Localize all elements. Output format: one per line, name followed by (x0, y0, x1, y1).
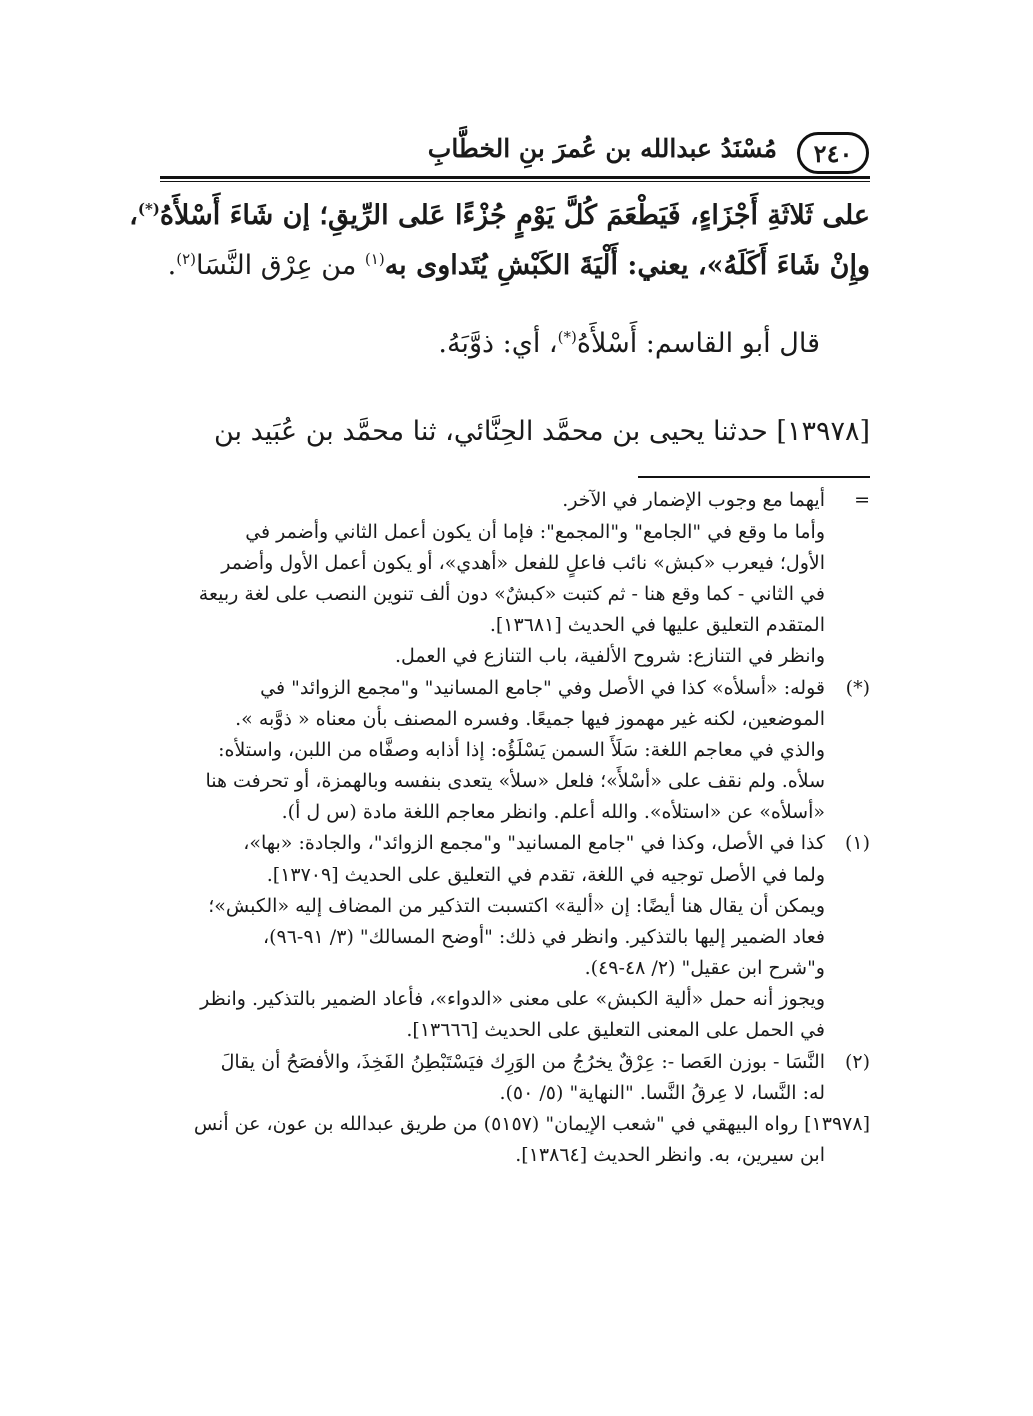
footnote-separator (638, 476, 870, 478)
footnote-ref-2: (٢) (176, 250, 196, 268)
footnote-text: [١٣٩٧٨] رواه البيهقي في "شعب الإيمان" (٥١٥٧) من طريق عبدالله بن عون، عن أنس (193, 1113, 870, 1135)
footnote-text: ولما في الأصل توجيه في اللغة، تقدم في التعليق على الحديث [١٣٧٠٩]. (266, 864, 825, 886)
footnote-mark: (*) (845, 677, 870, 699)
footnote-text: وأما ما وقع في "الجامع" و"المجمع": فإما أن يكون أعمل الثاني وأضمر في (245, 521, 825, 543)
footnote-text: قوله: «أسلأه» كذا في الأصل وفي "جامع المسانيد" و"مجمع الزوائد" في (260, 677, 825, 699)
footnote-text: في الحمل على المعنى التعليق على الحديث [١٣٦٦٦]. (406, 1019, 825, 1041)
footnote-text: وانظر في التنازع: شروح الألفية، باب التنازع في العمل. (394, 645, 825, 667)
footnote-mark: (٢) (844, 1051, 870, 1073)
footnote-text: والذي في معاجم اللغة: سَلَأَ السمن يَسْلَؤُه: إذا أذابه وصفَّاه من اللبن، واستلأه: (218, 739, 825, 761)
header-rule-thin (160, 181, 870, 182)
running-title: مُسْنَدُ عبدالله بن عُمرَ بنِ الخطَّابِ (427, 134, 777, 163)
footnote-text: كذا في الأصل، وكذا في "جامع المسانيد" و"مجمع الزوائد"، والجادة: «بها»، (243, 832, 825, 854)
main-line-1-text: على ثَلاثَةِ أَجْزَاءٍ، فَيَطْعَمَ كُلَّ يَوْمٍ جُزْءًا عَلى الرِّيقِ؛ إن شَاءَ أَسْلأَهُ (159, 200, 870, 231)
footnote-text: «أسلأه» عن «استلأه». والله أعلم. وانظر معاجم اللغة مادة (س ل أ). (281, 801, 825, 823)
footnote-text: ابن سيرين، به. وانظر الحديث [١٣٨٦٤]. (515, 1144, 825, 1166)
footnote-text: فعاد الضمير إليها بالتذكير. وانظر في ذلك: "أوضح المسالك" (٣/ ٩١-٩٦)، (262, 926, 825, 948)
footnote-text: في الثاني - كما وقع هنا - ثم كتبت «كبشٌ» دون ألف تنوين النصب على لغة ربيعة (198, 583, 825, 605)
main-line-2-text-b: من عِرْق النَّسَا (196, 250, 365, 281)
footnote-ref-star: (*) (137, 200, 160, 218)
footnote-text: النَّسَا - بوزن العَصا -: عِرْقٌ يخرُجُ من الوَرِك فيَسْتَبْطِنُ الفَخِذَ، والأفصَحُ أن يقالَ (220, 1051, 825, 1073)
footnote-ref-1: (١) (364, 250, 385, 268)
main-line-4: [١٣٩٧٨] حدثنا يحيى بن محمَّد الحِنَّائي، ثنا محمَّد بن عُبَيد بن (213, 416, 870, 447)
main-line-3-text-b: ، أي: ذوَّبَهُ. (438, 328, 558, 359)
footnote-ref-star-2: (*) (557, 328, 577, 346)
footnote-text: ويجوز أنه حمل «ألية الكبش» على معنى «الدواء»، فأعاد الضمير بالتذكير. وانظر (200, 988, 825, 1010)
page-header (0, 110, 1033, 170)
page-number: ٢٤٠ (797, 132, 869, 174)
header-rule (160, 176, 870, 179)
footnote-text: أيهما مع وجوب الإضمار في الآخر. (562, 489, 825, 511)
main-line-2-end: . (167, 250, 177, 281)
footnote-text: سلأه. ولم نقف على «أسْلأَ»؛ فلعل «سلأ» يتعدى بنفسه وبالهمزة، أو تحرفت هنا (205, 770, 825, 792)
main-line-1-end: ، (129, 200, 138, 231)
footnote-mark: = (854, 489, 870, 511)
footnote-text: الأول؛ فيعرب «كبش» نائب فاعلٍ للفعل «أهدي»، أو يكون أعمل الأول وأضمر (221, 552, 825, 574)
main-line-2-text: وإِنْ شَاءَ أَكَلَهُ»، يعني: أَلْيَةَ الكَبْشِ يُتَداوى به (384, 250, 870, 281)
footnote-text: له: النَّسا، لا عِرقُ النَّسا. "النهاية" (٥/ ٥٠). (499, 1082, 825, 1104)
main-line-3-text: قال أبو القاسم: أَسْلأَهُ (576, 328, 820, 359)
main-line-3 (438, 318, 820, 370)
main-line-1 (129, 190, 870, 242)
footnote-text: ويمكن أن يقال هنا أيضًا: إن «ألية» اكتسبت التذكير من المضاف إليه «الكبش»؛ (208, 895, 825, 917)
footnote-text: و"شرح ابن عقيل" (٢/ ٤٨-٤٩). (584, 957, 825, 979)
footnote-text: الموضعين، لكنه غير مهموز فيها جميعًا. وفسره المصنف بأن معناه « ذوَّبه ». (235, 708, 825, 730)
main-line-2 (168, 240, 870, 292)
footnote-mark: (١) (844, 832, 870, 854)
footnote-text: المتقدم التعليق عليها في الحديث [١٣٦٨١]. (489, 614, 825, 636)
